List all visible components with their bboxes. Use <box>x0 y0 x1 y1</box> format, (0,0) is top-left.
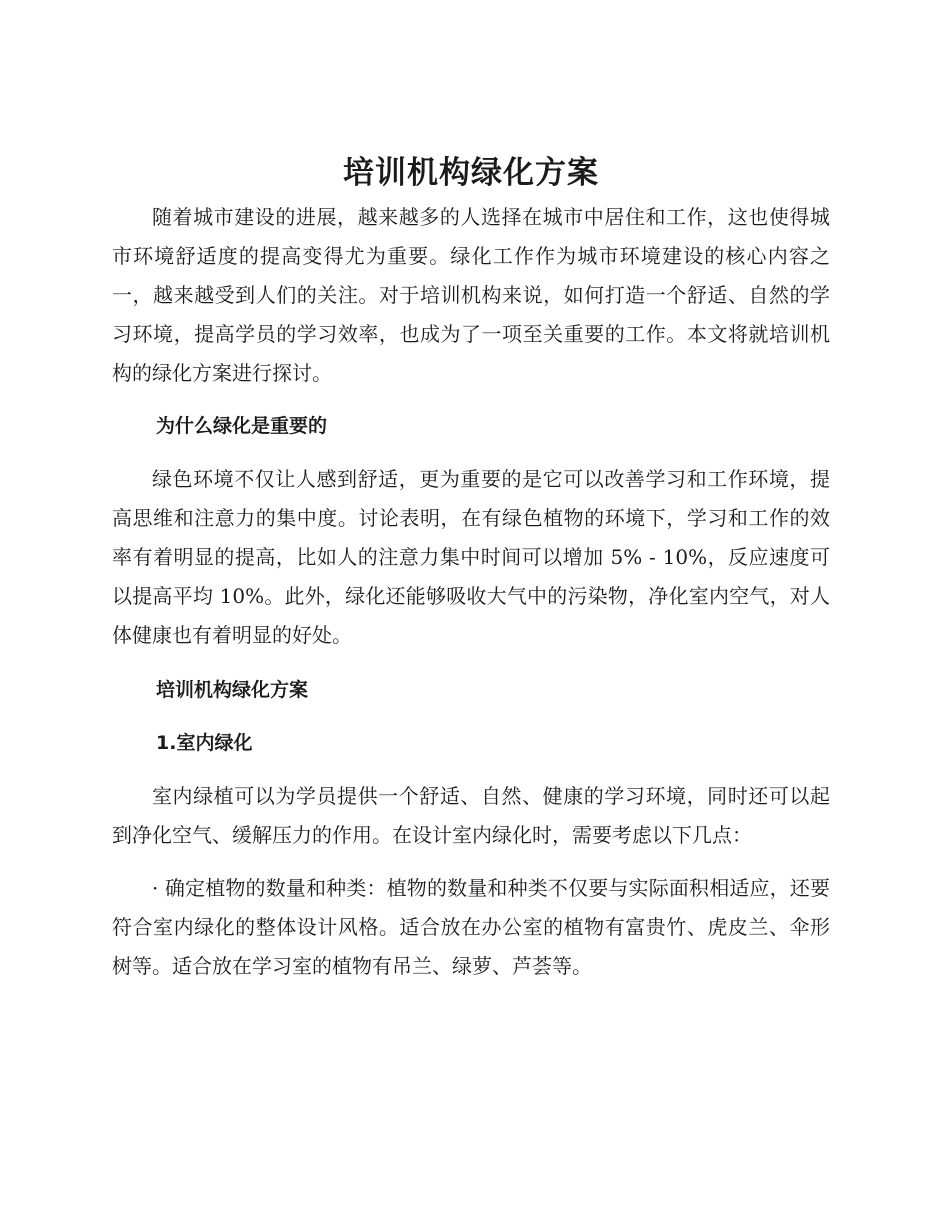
spacer <box>112 393 830 407</box>
spacer <box>112 763 830 777</box>
spacer <box>112 446 830 460</box>
spacer <box>112 710 830 724</box>
spacer <box>112 855 830 869</box>
section-heading-importance: 为什么绿化是重要的 <box>156 415 328 437</box>
document-title: 培训机构绿化方案 <box>343 155 599 191</box>
subsection-heading-indoor: 1.室内绿化 <box>156 732 253 754</box>
importance-paragraph: 绿色环境不仅让人感到舒适，更为重要的是它可以改善学习和工作环境，提高思维和注意力的集中度。讨论表明，在有绿色植物的环境下，学习和工作的效率有着明显的提高，比如人的注意力集中时间可以增加 5% - 10%，反应速度可以提高平均 10%。此外，绿化还能够吸收大气中的污染物，净化室内空气，对人体健康也有着明显的好处。 <box>112 467 830 647</box>
intro-paragraph: 随着城市建设的进展，越来越多的人选择在城市中居住和工作，这也使得城市环境舒适度的提高变得尤为重要。绿化工作作为城市环境建设的核心内容之一，越来越受到人们的关注。对于培训机构来说，如何打造一个舒适、自然的学习环境，提高学员的学习效率，也成为了一项至关重要的工作。本文将就培训机构的绿化方案进行探讨。 <box>112 205 830 385</box>
document-page <box>112 148 830 986</box>
spacer <box>112 655 830 671</box>
bullet-item-plants: · 确定植物的数量和种类：植物的数量和种类不仅要与实际面积相适应，还要符合室内绿化的整体设计风格。适合放在办公室的植物有富贵竹、虎皮兰、伞形树等。适合放在学习室的植物有吊兰、绿萝、芦荟等。 <box>112 876 830 978</box>
section-heading-plan: 培训机构绿化方案 <box>156 679 309 701</box>
indoor-paragraph: 室内绿植可以为学员提供一个舒适、自然、健康的学习环境，同时还可以起到净化空气、缓解压力的作用。在设计室内绿化时，需要考虑以下几点： <box>112 784 830 847</box>
